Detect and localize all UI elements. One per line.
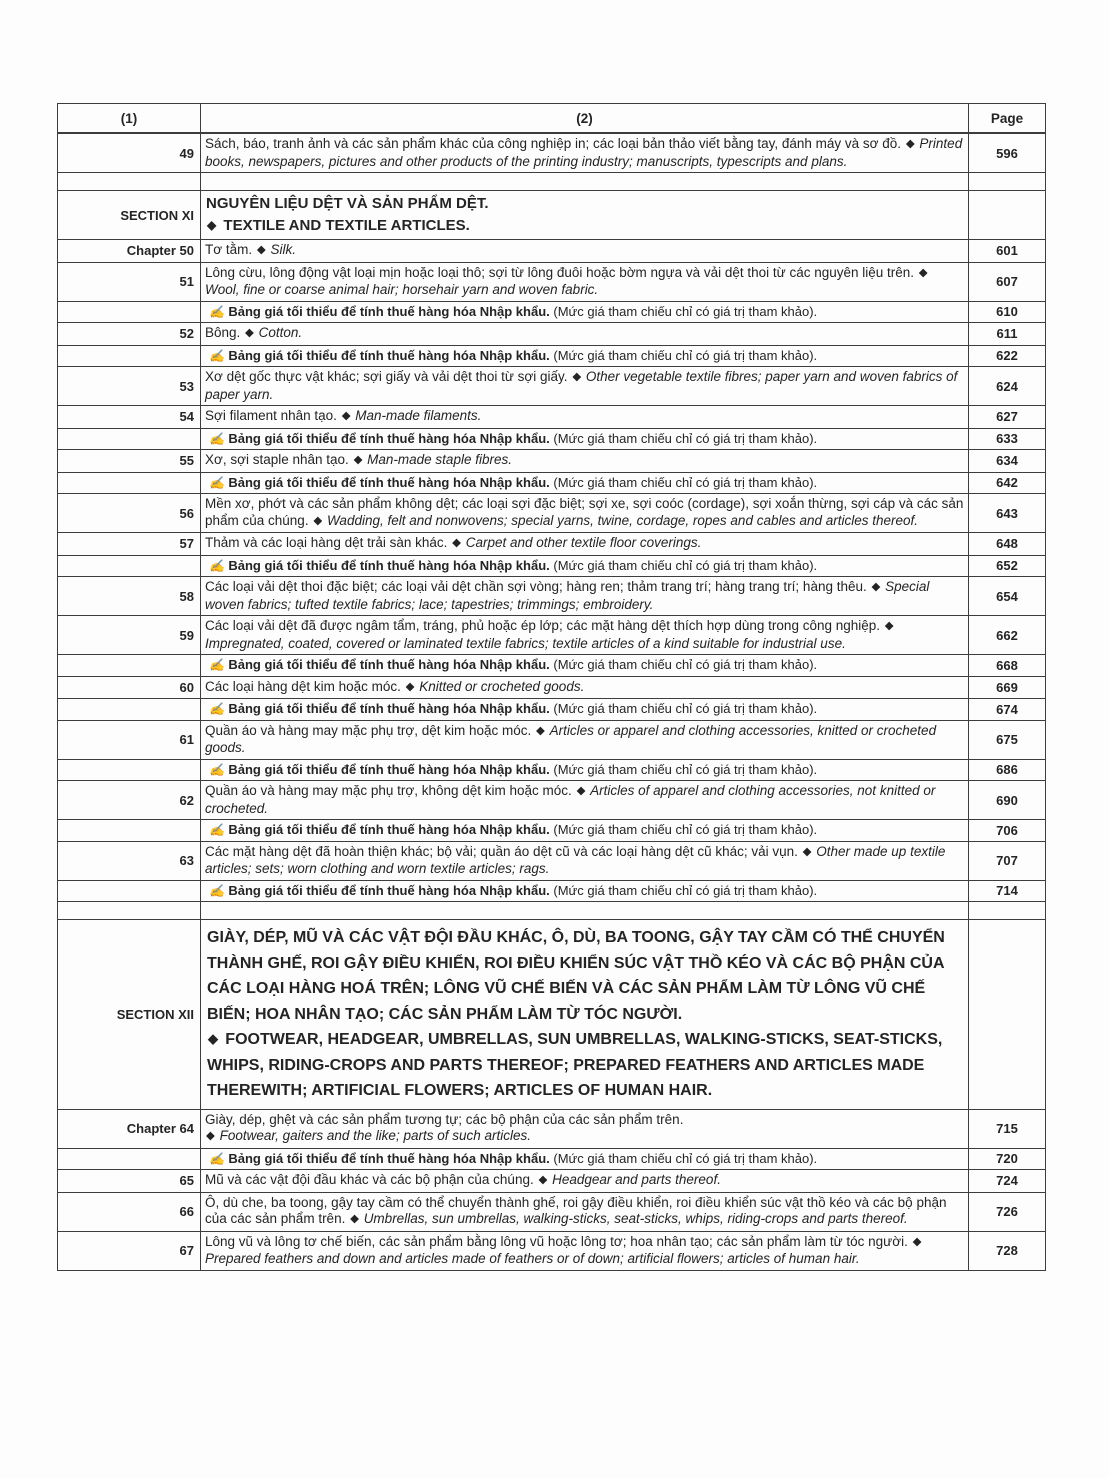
chapter-number: 66 [179, 1204, 194, 1219]
diamond-icon: ◆ [536, 724, 545, 737]
description-cell [201, 191, 969, 240]
description-cell [201, 920, 969, 1110]
description-english: Articles or apparel and clothing accessories, knitted or crocheted goods. [205, 722, 937, 755]
minprice-note: (Mức giá tham chiếu chỉ có giá trị tham khảo). [553, 1150, 818, 1166]
chapter-number: 57 [179, 536, 194, 552]
page-cell [969, 240, 1046, 263]
chapter-number: 67 [179, 1243, 194, 1258]
chapter-number: SECTION XII [116, 1006, 194, 1022]
description-cell [201, 759, 969, 781]
chapter-number: 63 [179, 853, 194, 868]
page-number: 601 [996, 243, 1018, 259]
minprice-label: Bảng giá tối thiểu để tính thuế hàng hóa Nhập khẩu. [228, 1150, 550, 1166]
toc-row [58, 902, 1046, 920]
toc-row [58, 616, 1046, 655]
toc-row [58, 1170, 1046, 1193]
description-vietnamese: Mũ và các vật đội đầu khác và các bộ phận của chúng. [205, 1172, 534, 1187]
page-cell [969, 1109, 1046, 1148]
page-cell [969, 1231, 1046, 1270]
pencil-icon: ✍ [209, 823, 225, 837]
page-number: 622 [996, 348, 1018, 364]
description-english: Headgear and parts thereof. [552, 1172, 721, 1187]
description-english: Footwear, gaiters and the like; parts of such articles. [219, 1128, 531, 1143]
toc-row [58, 533, 1046, 556]
section-label-cell [58, 920, 201, 1110]
description-vietnamese: Xơ dệt gốc thực vật khác; sợi giấy và vải dệt thoi từ sợi giấy. [205, 369, 568, 384]
section-title-vietnamese: NGUYÊN LIỆU DỆT VÀ SẢN PHẨM DỆT. [206, 195, 489, 212]
description-vietnamese: Quần áo và hàng may mặc phụ trợ, không dệt kim hoặc móc. [205, 783, 572, 798]
chapter-cell [58, 1109, 201, 1148]
description-english: Other made up textile articles; sets; worn clothing and worn textile articles; rags. [205, 843, 946, 876]
minprice-label: Bảng giá tối thiểu để tính thuế hàng hóa Nhập khẩu. [228, 882, 550, 898]
description-english: Umbrellas, sun umbrellas, walking-sticks, seat-sticks, whips, riding-crops and parts thereof. [363, 1211, 908, 1226]
page-cell [969, 533, 1046, 556]
page-cell [969, 841, 1046, 880]
description-cell [201, 841, 969, 880]
toc-row [58, 781, 1046, 820]
description-cell [201, 173, 969, 191]
minprice-note: (Mức giá tham chiếu chỉ có giá trị tham khảo). [553, 701, 818, 716]
minprice-label: Bảng giá tối thiểu để tính thuế hàng hóa Nhập khẩu. [228, 701, 550, 716]
diamond-icon: ◆ [245, 327, 254, 339]
chapter-cell [58, 1148, 201, 1170]
page-number: 634 [996, 453, 1018, 469]
page-cell [969, 191, 1046, 240]
description-cell [201, 494, 969, 533]
description-english: Other vegetable textile fibres; paper yarn and woven fabrics of paper yarn. [205, 369, 958, 402]
description-vietnamese: Các loại vải dệt thoi đặc biệt; các loại vải dệt chần sợi vòng; hàng ren; thảm trang trí; hàng trang trí; hàng thêu. [205, 579, 867, 594]
page-cell [969, 262, 1046, 301]
diamond-icon: ◆ [256, 244, 266, 256]
chapter-number: 54 [179, 409, 194, 425]
page-cell [969, 720, 1046, 759]
chapter-number: 60 [179, 679, 194, 695]
toc-row [58, 262, 1046, 301]
toc-row [58, 133, 1046, 173]
pencil-icon: ✍ [209, 702, 225, 716]
page-number: 674 [996, 701, 1018, 717]
page-cell [969, 428, 1046, 450]
toc-row [58, 880, 1046, 902]
minprice-note: (Mức giá tham chiếu chỉ có giá trị tham khảo). [553, 557, 818, 573]
description-cell [201, 428, 969, 450]
chapter-cell [58, 133, 201, 173]
chapter-cell [58, 555, 201, 577]
description-vietnamese: Thảm và các loại hàng dệt trải sàn khác. [205, 535, 448, 550]
description-vietnamese: Ô, dù che, ba toong, gậy tay cầm có thể chuyển thành ghế, roi gậy điều khiển, roi điều khiển súc vật thồ kéo và các bộ phận của các sản phẩm trên. [205, 1194, 947, 1226]
description-english: Prepared feathers and down and articles made of feathers or of down; artificial flowers; articles of human hair. [205, 1251, 860, 1266]
diamond-icon: ◆ [576, 785, 586, 797]
minprice-note: (Mức giá tham chiếu chỉ có giá trị tham khảo). [553, 882, 818, 898]
diamond-icon: ◆ [905, 138, 915, 150]
description-cell [201, 367, 969, 406]
minprice-label: Bảng giá tối thiểu để tính thuế hàng hóa Nhập khẩu. [228, 303, 550, 319]
page-cell [969, 301, 1046, 323]
pencil-icon: ✍ [209, 304, 225, 319]
description-english: Impregnated, coated, covered or laminated textile fabrics; textile articles of a kind suitable for industrial use. [205, 635, 846, 651]
description-vietnamese: Lông cừu, lông động vật loại mịn hoặc loại thô; sợi từ lông đuôi hoặc bờm ngựa và vải dệt thoi từ các nguyên liệu trên. [205, 264, 915, 280]
chapter-number: SECTION XI [120, 207, 194, 223]
toc-sheet [57, 103, 1045, 1271]
minprice-label: Bảng giá tối thiểu để tính thuế hàng hóa Nhập khẩu. [228, 557, 550, 573]
chapter-number: 56 [179, 505, 194, 521]
description-cell [201, 133, 969, 173]
description-english: Silk. [270, 242, 296, 257]
chapter-cell [58, 616, 201, 655]
description-vietnamese: Xơ, sợi staple nhân tạo. [205, 452, 349, 467]
page-number: 707 [996, 853, 1018, 868]
chapter-cell [58, 902, 201, 920]
toc-table [57, 103, 1046, 1271]
toc-row [58, 323, 1046, 346]
chapter-cell [58, 1170, 201, 1193]
description-english: Wool, fine or coarse animal hair; horsehair yarn and woven fabric. [205, 282, 599, 297]
toc-row [58, 494, 1046, 533]
description-vietnamese: Mền xơ, phớt và các sản phẩm không dệt; các loại sợi đặc biệt; sợi xe, sợi coóc (cordage), sợi xoắn thừng, sợi cáp và các sản phẩm của chúng. [205, 496, 964, 528]
page-number: 669 [996, 679, 1018, 695]
minprice-label: Bảng giá tối thiểu để tính thuế hàng hóa Nhập khẩu. [228, 347, 550, 363]
chapter-number: Chapter 64 [126, 1121, 194, 1136]
chapter-cell [58, 472, 201, 494]
page-cell [969, 472, 1046, 494]
chapter-cell [58, 880, 201, 902]
pencil-icon: ✍ [209, 658, 225, 672]
toc-row [58, 345, 1046, 367]
description-cell [201, 781, 969, 820]
pencil-icon: ✍ [209, 883, 225, 898]
description-english: Special woven fabrics; tufted textile fabrics; lace; tapestries; trimmings; embroidery. [205, 579, 930, 612]
pencil-icon: ✍ [209, 1151, 225, 1166]
description-cell [201, 406, 969, 429]
chapter-cell [58, 699, 201, 721]
page-number: 706 [996, 822, 1018, 838]
page-number: 686 [996, 762, 1018, 778]
page-number: 668 [996, 657, 1018, 673]
minprice-note: (Mức giá tham chiếu chỉ có giá trị tham khảo). [553, 761, 818, 777]
toc-row [58, 240, 1046, 263]
chapter-cell [58, 367, 201, 406]
minprice-note: (Mức giá tham chiếu chỉ có giá trị tham khảo). [553, 430, 818, 446]
description-cell [201, 676, 969, 699]
page-cell [969, 781, 1046, 820]
chapter-number: 65 [179, 1173, 194, 1189]
description-english: Knitted or crocheted goods. [419, 678, 585, 694]
minprice-note: (Mức giá tham chiếu chỉ có giá trị tham khảo). [553, 303, 818, 319]
pencil-icon: ✍ [209, 762, 225, 777]
page-number: 728 [996, 1243, 1018, 1258]
description-english: Man-made filaments. [355, 408, 482, 423]
chapter-cell [58, 533, 201, 556]
diamond-icon: ◆ [884, 620, 894, 632]
minprice-note: (Mức giá tham chiếu chỉ có giá trị tham khảo). [553, 822, 818, 837]
chapter-number: 51 [179, 274, 194, 289]
page-number: 633 [996, 431, 1018, 447]
description-cell [201, 240, 969, 263]
page-cell [969, 655, 1046, 677]
page-number: 726 [996, 1204, 1018, 1219]
diamond-icon: ◆ [452, 537, 461, 549]
toc-row [58, 655, 1046, 677]
chapter-cell [58, 450, 201, 473]
chapter-cell [58, 759, 201, 781]
minprice-label: Bảng giá tối thiểu để tính thuế hàng hóa Nhập khẩu. [228, 761, 550, 777]
toc-row [58, 301, 1046, 323]
description-cell [201, 533, 969, 556]
page-number: 627 [996, 409, 1018, 425]
diamond-icon: ◆ [313, 514, 323, 527]
description-cell [201, 820, 969, 842]
toc-row [58, 920, 1046, 1110]
toc-row [58, 173, 1046, 191]
page-cell [969, 699, 1046, 721]
diamond-icon: ◆ [350, 1213, 359, 1225]
chapter-cell [58, 720, 201, 759]
chapter-cell [58, 345, 201, 367]
toc-row [58, 428, 1046, 450]
description-english: Wadding, felt and nonwovens; special yarns, twine, cordage, ropes and cables and articles thereof. [326, 512, 919, 528]
diamond-icon: ◆ [802, 845, 812, 858]
description-cell [201, 1192, 969, 1231]
minprice-note: (Mức giá tham chiếu chỉ có giá trị tham khảo). [553, 347, 818, 363]
chapter-number: 53 [179, 378, 194, 394]
chapter-cell [58, 323, 201, 346]
chapter-number: 58 [179, 588, 194, 604]
toc-row [58, 720, 1046, 759]
diamond-icon: ◆ [918, 266, 928, 279]
chapter-cell [58, 1192, 201, 1231]
description-english: Printed books, newspapers, pictures and other products of the printing industry; manuscripts, typescripts and plans. [205, 136, 963, 169]
pencil-icon: ✍ [209, 431, 225, 446]
chapter-cell [58, 676, 201, 699]
page-cell [969, 880, 1046, 902]
toc-row [58, 450, 1046, 473]
chapter-number: 49 [179, 145, 194, 161]
toc-row [58, 841, 1046, 880]
column-header-1: (1) [58, 104, 201, 134]
diamond-icon: ◆ [208, 1031, 218, 1046]
page-number: 642 [996, 475, 1018, 491]
page-cell [969, 920, 1046, 1110]
description-cell [201, 902, 969, 920]
page-number: 654 [996, 588, 1018, 604]
page-cell [969, 494, 1046, 533]
toc-row [58, 676, 1046, 699]
page-number: 624 [996, 378, 1018, 394]
description-cell [201, 699, 969, 721]
page-cell [969, 902, 1046, 920]
chapter-cell [58, 406, 201, 429]
description-vietnamese: Sợi filament nhân tạo. [205, 408, 337, 423]
chapter-cell [58, 577, 201, 616]
diamond-icon: ◆ [207, 218, 217, 232]
description-cell [201, 555, 969, 577]
pencil-icon: ✍ [209, 475, 225, 490]
page-cell [969, 616, 1046, 655]
chapter-number: 61 [179, 732, 194, 747]
page-cell [969, 1192, 1046, 1231]
diamond-icon: ◆ [405, 680, 415, 693]
description-vietnamese: Các loại hàng dệt kim hoặc móc. [205, 678, 401, 694]
description-english: Carpet and other textile floor coverings. [465, 535, 702, 550]
minprice-label: Bảng giá tối thiểu để tính thuế hàng hóa Nhập khẩu. [228, 474, 550, 490]
column-header-page: Page [969, 104, 1046, 134]
diamond-icon: ◆ [538, 1174, 548, 1186]
page-cell [969, 676, 1046, 699]
minprice-label: Bảng giá tối thiểu để tính thuế hàng hóa Nhập khẩu. [228, 430, 550, 446]
page-cell [969, 820, 1046, 842]
toc-row [58, 1231, 1046, 1270]
description-cell [201, 472, 969, 494]
chapter-number: 52 [179, 326, 194, 342]
toc-row [58, 577, 1046, 616]
chapter-cell [58, 655, 201, 677]
description-cell [201, 345, 969, 367]
chapter-number: 55 [179, 453, 194, 469]
page-number: 724 [996, 1173, 1018, 1189]
page-number: 715 [996, 1121, 1018, 1136]
toc-row [58, 1148, 1046, 1170]
description-cell [201, 1170, 969, 1193]
chapter-number: Chapter 50 [126, 243, 194, 259]
toc-row [58, 555, 1046, 577]
description-cell [201, 655, 969, 677]
chapter-cell [58, 820, 201, 842]
chapter-cell [58, 301, 201, 323]
description-vietnamese: Các mặt hàng dệt đã hoàn thiện khác; bộ vải; quần áo dệt cũ và các loại hàng dệt cũ khác; vải vụn. [205, 843, 798, 859]
description-english: Man-made staple fibres. [367, 452, 512, 467]
page-number: 611 [996, 326, 1018, 342]
description-vietnamese: Bông. [205, 325, 241, 340]
minprice-label: Bảng giá tối thiểu để tính thuế hàng hóa Nhập khẩu. [228, 822, 550, 837]
diamond-icon: ◆ [353, 454, 363, 466]
pencil-icon: ✍ [209, 348, 225, 363]
page-number: 720 [996, 1151, 1018, 1167]
page-number: 610 [996, 304, 1018, 320]
section-label-cell [58, 191, 201, 240]
description-english: Cotton. [258, 325, 303, 340]
chapter-cell [58, 494, 201, 533]
description-vietnamese: Giày, dép, ghệt và các sản phẩm tương tự; các bộ phận của các sản phẩm trên. [205, 1111, 684, 1127]
page-number: 643 [996, 505, 1018, 521]
page-cell [969, 345, 1046, 367]
page-number: 652 [996, 558, 1018, 574]
diamond-icon: ◆ [572, 371, 582, 383]
diamond-icon: ◆ [871, 581, 881, 593]
toc-row [58, 472, 1046, 494]
description-cell [201, 301, 969, 323]
toc-row [58, 1109, 1046, 1148]
page-cell [969, 555, 1046, 577]
page-number: 648 [996, 536, 1018, 552]
chapter-cell [58, 240, 201, 263]
page-cell [969, 759, 1046, 781]
toc-row [58, 367, 1046, 406]
page-cell [969, 367, 1046, 406]
page-number: 607 [996, 274, 1018, 289]
toc-row [58, 759, 1046, 781]
description-cell [201, 577, 969, 616]
minprice-note: (Mức giá tham chiếu chỉ có giá trị tham khảo). [553, 474, 818, 490]
toc-header-row [58, 104, 1046, 134]
chapter-number: 59 [179, 627, 194, 643]
page-cell [969, 577, 1046, 616]
diamond-icon: ◆ [206, 1130, 215, 1142]
chapter-cell [58, 173, 201, 191]
chapter-cell [58, 841, 201, 880]
section-title-english: ◆ TEXTILE AND TEXTILE ARTICLES. [207, 217, 470, 234]
chapter-cell [58, 781, 201, 820]
description-vietnamese: Tơ tằm. [205, 242, 253, 257]
description-cell [201, 880, 969, 902]
page-cell [969, 133, 1046, 173]
page-cell [969, 450, 1046, 473]
description-cell [201, 1109, 969, 1148]
section-title-vietnamese: GIÀY, DÉP, MŨ VÀ CÁC VẬT ĐỘI ĐẦU KHÁC, Ô, DÙ, BA TOONG, GẬY TAY CẦM CÓ THỂ CHUYỂN THÀNH GHẾ, ROI GẬY ĐIỀU KHIỂN, ROI ĐIỀU KHIỂN SÚC VẬT THỒ KÉO VÀ CÁC BỘ PHẬN CỦA CÁC LOẠI HÀNG HOÁ TRÊN; LÔNG VŨ CHẾ BIẾN VÀ CÁC SẢN PHẨM LÀM TỪ LÔNG VŨ CHẾ BIẾN; HOA NHÂN TẠO; CÁC SẢN PHẨM LÀM TỪ TÓC NGƯỜI. [207, 929, 945, 1023]
column-header-2: (2) [201, 104, 969, 134]
description-cell [201, 450, 969, 473]
page-cell [969, 173, 1046, 191]
description-cell [201, 323, 969, 346]
chapter-number: 62 [179, 792, 194, 808]
toc-body [58, 133, 1046, 1270]
diamond-icon: ◆ [341, 410, 351, 422]
description-cell [201, 720, 969, 759]
page-number: 596 [996, 145, 1018, 161]
page-number: 675 [996, 732, 1018, 747]
description-cell [201, 616, 969, 655]
toc-row [58, 191, 1046, 240]
description-vietnamese: Các loại vải dệt đã được ngâm tẩm, tráng, phủ hoặc ép lớp; các mặt hàng dệt thích hợp dùng trong công nghiệp. [205, 618, 881, 633]
description-vietnamese: Quần áo và hàng may mặc phụ trợ, dệt kim hoặc móc. [205, 722, 532, 738]
toc-row [58, 820, 1046, 842]
description-vietnamese: Sách, báo, tranh ảnh và các sản phẩm khác của công nghiệp in; các loại bản thảo viết bằng tay, đánh máy và sơ đồ. [205, 136, 902, 151]
description-cell [201, 1231, 969, 1270]
description-english: Articles of apparel and clothing accessories, not knitted or crocheted. [205, 783, 936, 816]
toc-row [58, 699, 1046, 721]
toc-row [58, 1192, 1046, 1231]
page-cell [969, 406, 1046, 429]
pencil-icon: ✍ [209, 558, 225, 573]
section-title-english: ◆ FOOTWEAR, HEADGEAR, UMBRELLAS, SUN UMBRELLAS, WALKING-STICKS, SEAT-STICKS, WHIPS, RIDING-CROPS AND PARTS THEREOF; PREPARED FEATHERS AND ARTICLES MADE THEREWITH; ARTIFICIAL FLOWERS; ARTICLES OF HUMAN HAIR. [207, 1031, 943, 1099]
page-number: 662 [996, 627, 1018, 643]
page-number: 714 [996, 883, 1018, 899]
page-cell [969, 1148, 1046, 1170]
page-cell [969, 1170, 1046, 1193]
page-number: 690 [996, 792, 1018, 808]
chapter-cell [58, 428, 201, 450]
description-cell [201, 262, 969, 301]
chapter-cell [58, 262, 201, 301]
minprice-label: Bảng giá tối thiểu để tính thuế hàng hóa Nhập khẩu. [228, 657, 550, 672]
diamond-icon: ◆ [912, 1235, 922, 1248]
description-cell [201, 1148, 969, 1170]
toc-row [58, 406, 1046, 429]
minprice-note: (Mức giá tham chiếu chỉ có giá trị tham khảo). [553, 657, 818, 672]
description-vietnamese: Lông vũ và lông tơ chế biến, các sản phẩm bằng lông vũ hoặc lông tơ; hoa nhân tạo; các sản phẩm làm từ tóc người. [205, 1233, 908, 1249]
page-cell [969, 323, 1046, 346]
chapter-cell [58, 1231, 201, 1270]
